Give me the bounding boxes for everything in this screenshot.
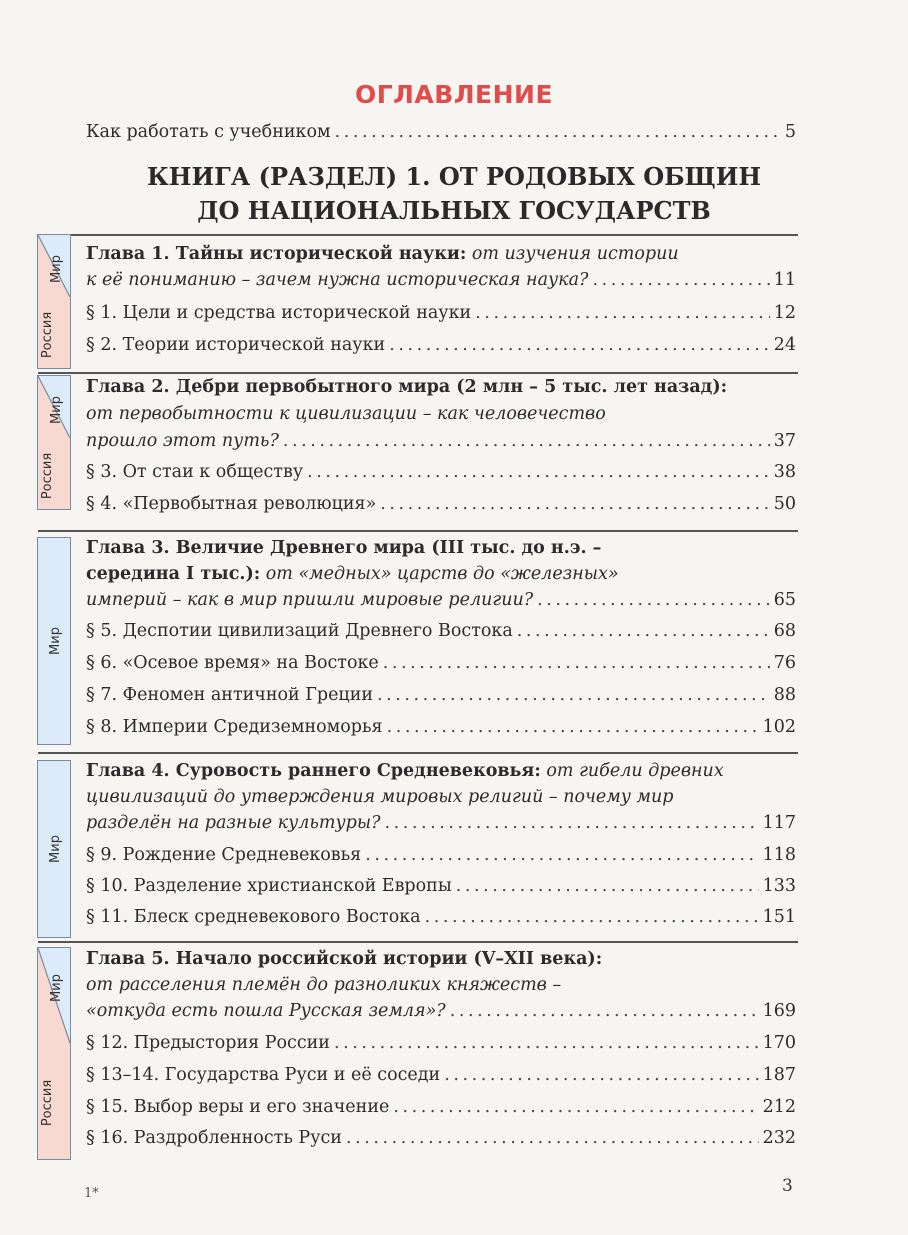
chapter-subtitle: империй – как в мир пришли мировые религии? <box>86 590 534 610</box>
leader-dots <box>393 1097 758 1117</box>
chapter-title: Глава 5. Начало российской истории (V–XII века): <box>86 949 603 969</box>
entry-page: 37 <box>773 431 796 451</box>
entry-page: 5 <box>784 122 796 142</box>
leader-dots <box>335 122 781 142</box>
tab-world <box>37 537 71 745</box>
chapter-divider <box>38 530 798 532</box>
chapter-1-heading-cont[interactable] <box>86 270 796 290</box>
chapter-4-heading[interactable] <box>86 761 796 781</box>
tab-label-russia: Россия <box>40 452 55 500</box>
entry-text: § 16. Раздробленность Руси <box>86 1128 342 1148</box>
leader-dots <box>450 1001 759 1021</box>
chapter-4-heading-end[interactable] <box>86 813 796 833</box>
leader-dots <box>380 494 769 514</box>
tab-label-world: Мир <box>48 835 63 863</box>
chapter-3-heading-end[interactable] <box>86 590 796 610</box>
book-title-line-1: КНИГА (РАЗДЕЛ) 1. ОТ РОДОВЫХ ОБЩИН <box>146 162 762 191</box>
chapter-subtitle: от гибели древних <box>540 761 724 781</box>
entry-text: § 2. Теории исторической науки <box>86 335 386 355</box>
entry-text: § 10. Разделение христианской Европы <box>86 876 452 896</box>
entry-text: § 5. Деспотии цивилизаций Древнего Востока <box>86 621 513 641</box>
signature-mark: 1* <box>84 1186 99 1201</box>
chapter-divider <box>38 234 798 236</box>
chapter-2-subtitle <box>86 404 796 424</box>
entry-page: 170 <box>762 1033 796 1053</box>
chapter-subtitle: «откуда есть пошла Русская земля»? <box>86 1001 446 1021</box>
entry-text: § 8. Империи Средиземноморья <box>86 717 383 737</box>
tab-label-russia: Россия <box>40 311 55 359</box>
entry-text: § 7. Феномен античной Греции <box>86 685 374 705</box>
leader-dots <box>365 845 758 865</box>
chapter-subtitle: от первобытности к цивилизации – как человечество <box>86 404 606 424</box>
chapter-divider <box>38 941 798 943</box>
chapter-title: Глава 3. Величие Древнего мира (III тыс. до н.э. – <box>86 538 602 558</box>
entry-text: § 6. «Осевое время» на Востоке <box>86 653 379 673</box>
entry-page: 76 <box>773 653 796 673</box>
entry-text: § 12. Предыстория России <box>86 1033 330 1053</box>
chapter-title: Глава 1. Тайны исторической науки: <box>86 244 467 264</box>
leader-dots <box>537 590 770 610</box>
entry-page: 212 <box>762 1097 796 1117</box>
book-title-line-2: ДО НАЦИОНАЛЬНЫХ ГОСУДАРСТВ <box>197 196 711 225</box>
entry-text: § 15. Выбор веры и его значение <box>86 1097 390 1117</box>
entry-page: 68 <box>773 621 796 641</box>
chapter-1-heading[interactable] <box>86 244 796 264</box>
tab-world-russia <box>37 375 71 510</box>
entry-page: 151 <box>762 907 796 927</box>
tab-label-world: Мир <box>49 255 64 283</box>
entry-page: 24 <box>773 335 796 355</box>
leader-dots <box>517 621 770 641</box>
chapter-5-subtitle <box>86 975 796 995</box>
tab-label-world: Мир <box>48 627 63 655</box>
leader-dots <box>383 653 770 673</box>
chapter-subtitle: от расселения племён до разноликих княжеств – <box>86 975 562 995</box>
entry-text: § 3. От стаи к обществу <box>86 462 304 482</box>
leader-dots <box>389 335 770 355</box>
entry-page: 117 <box>762 813 796 833</box>
leader-dots <box>346 1128 759 1148</box>
page-number: 3 <box>782 1176 793 1196</box>
entry-page: 11 <box>773 270 796 290</box>
tab-world-russia <box>37 234 71 369</box>
entry-page: 12 <box>773 303 796 323</box>
chapter-5-heading-end[interactable] <box>86 1001 796 1021</box>
toc-entry-section[interactable] <box>86 462 796 482</box>
entry-page: 118 <box>762 845 796 865</box>
toc-entry-section[interactable] <box>86 907 796 927</box>
tab-world <box>37 760 71 938</box>
leader-dots <box>456 876 759 896</box>
tab-world-russia <box>37 947 71 1160</box>
entry-page: 133 <box>762 876 796 896</box>
leader-dots <box>592 270 769 290</box>
chapter-2-heading-cont[interactable] <box>86 431 796 451</box>
tab-label-world: Мир <box>49 396 64 424</box>
chapter-3-heading[interactable] <box>86 538 796 558</box>
leader-dots <box>377 685 770 705</box>
chapter-3-heading-cont <box>86 564 796 584</box>
chapter-title: Глава 4. Суровость раннего Средневековья: <box>86 761 541 781</box>
chapter-subtitle: от изучения истории <box>466 244 679 264</box>
chapter-title: Глава 2. Дебри первобытного мира (2 млн – 5 тыс. лет назад): <box>86 377 728 397</box>
entry-text: § 4. «Первобытная революция» <box>86 494 377 514</box>
entry-text: Как работать с учебником <box>86 122 331 142</box>
entry-text: § 11. Блеск средневекового Востока <box>86 907 421 927</box>
toc-entry-section[interactable] <box>86 335 796 355</box>
entry-page: 38 <box>773 462 796 482</box>
chapter-divider <box>38 372 798 374</box>
tab-label-russia: Россия <box>40 1079 55 1127</box>
entry-page: 187 <box>762 1065 796 1085</box>
chapter-subtitle: к её пониманию – зачем нужна историческая наука? <box>86 270 589 290</box>
chapter-title: середина I тыс.): <box>86 564 261 584</box>
tab-label-world: Мир <box>49 974 64 1002</box>
toc-entry-section[interactable] <box>86 717 796 737</box>
chapter-subtitle: цивилизаций до утверждения мировых религий – почему мир <box>86 787 674 807</box>
toc-entry-section[interactable] <box>86 845 796 865</box>
toc-entry-section[interactable] <box>86 876 796 896</box>
entry-text: § 1. Цели и средства исторической науки <box>86 303 472 323</box>
leader-dots <box>475 303 770 323</box>
leader-dots <box>444 1065 758 1085</box>
chapter-subtitle: от «медных» царств до «железных» <box>260 564 619 584</box>
leader-dots <box>334 1033 759 1053</box>
entry-text: § 13–14. Государства Руси и её соседи <box>86 1065 441 1085</box>
leader-dots <box>384 813 758 833</box>
entry-text: § 9. Рождение Средневековья <box>86 845 362 865</box>
toc-entry-section[interactable] <box>86 1097 796 1117</box>
entry-page: 102 <box>762 717 796 737</box>
leader-dots <box>387 717 759 737</box>
entry-page: 232 <box>762 1128 796 1148</box>
chapter-5-heading[interactable] <box>86 949 796 969</box>
toc-entry-intro[interactable] <box>86 122 796 142</box>
toc-entry-section[interactable] <box>86 1128 796 1148</box>
entry-page: 169 <box>762 1001 796 1021</box>
toc-entry-section[interactable] <box>86 621 796 641</box>
chapter-subtitle: разделён на разные культуры? <box>86 813 381 833</box>
leader-dots <box>283 431 770 451</box>
toc-entry-section[interactable] <box>86 1033 796 1053</box>
chapter-subtitle: прошло этот путь? <box>86 431 279 451</box>
entry-page: 88 <box>773 685 796 705</box>
chapter-2-heading[interactable] <box>86 377 796 397</box>
chapter-divider <box>38 752 798 754</box>
entry-page: 65 <box>773 590 796 610</box>
entry-page: 50 <box>773 494 796 514</box>
toc-entry-section[interactable] <box>86 1065 796 1085</box>
chapter-4-subtitle <box>86 787 796 807</box>
toc-entry-section[interactable] <box>86 494 796 514</box>
page-title: ОГЛАВЛЕНИЕ <box>354 80 554 109</box>
toc-entry-section[interactable] <box>86 653 796 673</box>
toc-entry-section[interactable] <box>86 303 796 323</box>
toc-entry-section[interactable] <box>86 685 796 705</box>
leader-dots <box>425 907 759 927</box>
leader-dots <box>307 462 770 482</box>
